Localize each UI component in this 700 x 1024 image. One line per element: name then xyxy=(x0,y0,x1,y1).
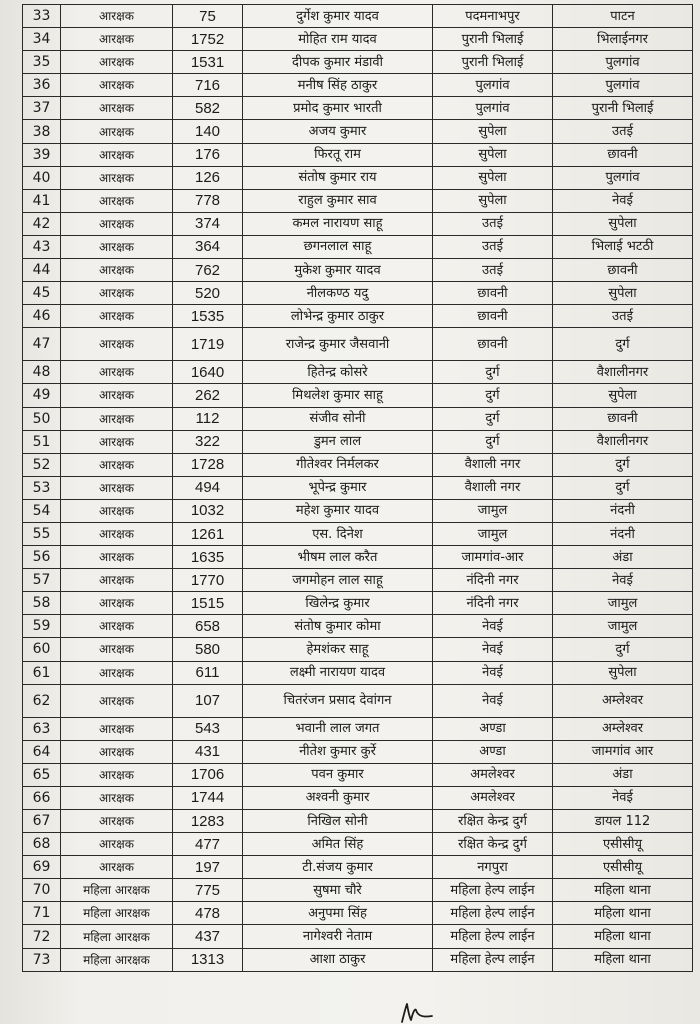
from-station-cell: नंदिनी नगर xyxy=(433,592,553,615)
serial-number-cell: 59 xyxy=(23,615,61,638)
badge-number-cell: 478 xyxy=(173,902,243,925)
rank-cell: आरक्षक xyxy=(61,546,173,569)
badge-number-cell: 1706 xyxy=(173,763,243,786)
from-station-cell: वैशाली नगर xyxy=(433,453,553,476)
from-station-cell: जामुल xyxy=(433,499,553,522)
from-station-cell: सुपेला xyxy=(433,120,553,143)
to-station-cell: जामगांव आर xyxy=(553,740,693,763)
to-station-cell: डायल 112 xyxy=(553,810,693,833)
to-station-cell: महिला थाना xyxy=(553,948,693,971)
name-cell: महेश कुमार यादव xyxy=(243,499,433,522)
badge-number-cell: 140 xyxy=(173,120,243,143)
rank-cell: आरक्षक xyxy=(61,661,173,684)
to-station-cell: नंदनी xyxy=(553,499,693,522)
badge-number-cell: 520 xyxy=(173,282,243,305)
serial-number-cell: 35 xyxy=(23,51,61,74)
to-station-cell: पुलगांव xyxy=(553,74,693,97)
table-row xyxy=(23,684,693,717)
table-row xyxy=(23,879,693,902)
rank-cell: आरक्षक xyxy=(61,833,173,856)
badge-number-cell: 262 xyxy=(173,384,243,407)
table-row xyxy=(23,259,693,282)
name-cell: दुर्गेश कुमार यादव xyxy=(243,5,433,28)
rank-cell: आरक्षक xyxy=(61,615,173,638)
serial-number-cell: 42 xyxy=(23,212,61,235)
name-cell: राहुल कुमार साव xyxy=(243,189,433,212)
serial-number-cell: 63 xyxy=(23,717,61,740)
table-row xyxy=(23,282,693,305)
name-cell: टी.संजय कुमार xyxy=(243,856,433,879)
to-station-cell: अंडा xyxy=(553,546,693,569)
to-station-cell: सुपेला xyxy=(553,282,693,305)
badge-number-cell: 437 xyxy=(173,925,243,948)
name-cell: मोहित राम यादव xyxy=(243,28,433,51)
name-cell: हितेन्द्र कोसरे xyxy=(243,361,433,384)
serial-number-cell: 43 xyxy=(23,235,61,258)
to-station-cell: नेवई xyxy=(553,786,693,809)
name-cell: दीपक कुमार मंडावी xyxy=(243,51,433,74)
name-cell: संजीव सोनी xyxy=(243,407,433,430)
table-row xyxy=(23,189,693,212)
table-row xyxy=(23,638,693,661)
serial-number-cell: 68 xyxy=(23,833,61,856)
to-station-cell: एसीसीयू xyxy=(553,833,693,856)
transfer-list-body xyxy=(23,5,693,972)
badge-number-cell: 1283 xyxy=(173,810,243,833)
from-station-cell: दुर्ग xyxy=(433,361,553,384)
to-station-cell: उतई xyxy=(553,120,693,143)
from-station-cell: पुलगांव xyxy=(433,97,553,120)
from-station-cell: छावनी xyxy=(433,328,553,361)
from-station-cell: नेवई xyxy=(433,684,553,717)
to-station-cell: वैशालीनगर xyxy=(553,430,693,453)
from-station-cell: दुर्ग xyxy=(433,384,553,407)
table-row xyxy=(23,810,693,833)
serial-number-cell: 56 xyxy=(23,546,61,569)
from-station-cell: जामगांव-आर xyxy=(433,546,553,569)
badge-number-cell: 543 xyxy=(173,717,243,740)
to-station-cell: सुपेला xyxy=(553,661,693,684)
rank-cell: आरक्षक xyxy=(61,638,173,661)
name-cell: पवन कुमार xyxy=(243,763,433,786)
to-station-cell: पुलगांव xyxy=(553,51,693,74)
badge-number-cell: 1531 xyxy=(173,51,243,74)
table-row xyxy=(23,143,693,166)
to-station-cell: महिला थाना xyxy=(553,879,693,902)
from-station-cell: नेवई xyxy=(433,615,553,638)
badge-number-cell: 716 xyxy=(173,74,243,97)
serial-number-cell: 36 xyxy=(23,74,61,97)
to-station-cell: अम्लेश्वर xyxy=(553,717,693,740)
to-station-cell: सुपेला xyxy=(553,212,693,235)
table-row xyxy=(23,212,693,235)
from-station-cell: उतई xyxy=(433,259,553,282)
to-station-cell: दुर्ग xyxy=(553,453,693,476)
rank-cell: आरक्षक xyxy=(61,143,173,166)
serial-number-cell: 62 xyxy=(23,684,61,717)
name-cell: संतोष कुमार राय xyxy=(243,166,433,189)
serial-number-cell: 61 xyxy=(23,661,61,684)
rank-cell: आरक्षक xyxy=(61,97,173,120)
rank-cell: आरक्षक xyxy=(61,384,173,407)
serial-number-cell: 41 xyxy=(23,189,61,212)
badge-number-cell: 176 xyxy=(173,143,243,166)
from-station-cell: महिला हेल्प लाईन xyxy=(433,925,553,948)
name-cell: छगनलाल साहू xyxy=(243,235,433,258)
table-row xyxy=(23,902,693,925)
to-station-cell: छावनी xyxy=(553,143,693,166)
name-cell: हेमशंकर साहू xyxy=(243,638,433,661)
badge-number-cell: 431 xyxy=(173,740,243,763)
rank-cell: आरक्षक xyxy=(61,684,173,717)
rank-cell: आरक्षक xyxy=(61,305,173,328)
to-station-cell: जामुल xyxy=(553,592,693,615)
from-station-cell: सुपेला xyxy=(433,189,553,212)
from-station-cell: अण्डा xyxy=(433,717,553,740)
name-cell: प्रमोद कुमार भारती xyxy=(243,97,433,120)
serial-number-cell: 58 xyxy=(23,592,61,615)
serial-number-cell: 64 xyxy=(23,740,61,763)
table-row xyxy=(23,407,693,430)
serial-number-cell: 69 xyxy=(23,856,61,879)
table-row xyxy=(23,499,693,522)
to-station-cell: पुरानी भिलाई xyxy=(553,97,693,120)
from-station-cell: रक्षित केन्द्र दुर्ग xyxy=(433,833,553,856)
to-station-cell: छावनी xyxy=(553,407,693,430)
rank-cell: आरक्षक xyxy=(61,717,173,740)
table-row xyxy=(23,546,693,569)
name-cell: मिथलेश कुमार साहू xyxy=(243,384,433,407)
badge-number-cell: 775 xyxy=(173,879,243,902)
table-row xyxy=(23,717,693,740)
name-cell: जगमोहन लाल साहू xyxy=(243,569,433,592)
rank-cell: आरक्षक xyxy=(61,328,173,361)
badge-number-cell: 582 xyxy=(173,97,243,120)
table-row xyxy=(23,120,693,143)
from-station-cell: छावनी xyxy=(433,282,553,305)
badge-number-cell: 611 xyxy=(173,661,243,684)
serial-number-cell: 53 xyxy=(23,476,61,499)
serial-number-cell: 47 xyxy=(23,328,61,361)
name-cell: कमल नारायण साहू xyxy=(243,212,433,235)
rank-cell: आरक्षक xyxy=(61,522,173,545)
table-row xyxy=(23,235,693,258)
name-cell: गीतेश्वर निर्मलकर xyxy=(243,453,433,476)
badge-number-cell: 374 xyxy=(173,212,243,235)
rank-cell: आरक्षक xyxy=(61,407,173,430)
from-station-cell: वैशाली नगर xyxy=(433,476,553,499)
table-row xyxy=(23,361,693,384)
badge-number-cell: 494 xyxy=(173,476,243,499)
table-row xyxy=(23,948,693,971)
from-station-cell: नंदिनी नगर xyxy=(433,569,553,592)
table-row xyxy=(23,661,693,684)
name-cell: राजेन्द्र कुमार जैसवानी xyxy=(243,328,433,361)
serial-number-cell: 66 xyxy=(23,786,61,809)
from-station-cell: अमलेश्वर xyxy=(433,786,553,809)
from-station-cell: दुर्ग xyxy=(433,430,553,453)
name-cell: डुमन लाल xyxy=(243,430,433,453)
rank-cell: आरक्षक xyxy=(61,166,173,189)
rank-cell: आरक्षक xyxy=(61,740,173,763)
table-row xyxy=(23,328,693,361)
name-cell: सुषमा चौरे xyxy=(243,879,433,902)
badge-number-cell: 1719 xyxy=(173,328,243,361)
table-row xyxy=(23,5,693,28)
rank-cell: महिला आरक्षक xyxy=(61,948,173,971)
from-station-cell: छावनी xyxy=(433,305,553,328)
rank-cell: महिला आरक्षक xyxy=(61,879,173,902)
rank-cell: आरक्षक xyxy=(61,786,173,809)
badge-number-cell: 1313 xyxy=(173,948,243,971)
badge-number-cell: 1640 xyxy=(173,361,243,384)
table-row xyxy=(23,476,693,499)
name-cell: अजय कुमार xyxy=(243,120,433,143)
serial-number-cell: 38 xyxy=(23,120,61,143)
table-row xyxy=(23,384,693,407)
badge-number-cell: 1728 xyxy=(173,453,243,476)
to-station-cell: दुर्ग xyxy=(553,638,693,661)
to-station-cell: नेवई xyxy=(553,569,693,592)
serial-number-cell: 37 xyxy=(23,97,61,120)
serial-number-cell: 55 xyxy=(23,522,61,545)
table-row xyxy=(23,51,693,74)
from-station-cell: नेवई xyxy=(433,661,553,684)
serial-number-cell: 48 xyxy=(23,361,61,384)
badge-number-cell: 1032 xyxy=(173,499,243,522)
table-row xyxy=(23,569,693,592)
to-station-cell: भिलाई भटठी xyxy=(553,235,693,258)
badge-number-cell: 112 xyxy=(173,407,243,430)
name-cell: संतोष कुमार कोमा xyxy=(243,615,433,638)
badge-number-cell: 477 xyxy=(173,833,243,856)
from-station-cell: नेवई xyxy=(433,638,553,661)
name-cell: भीषम लाल करैत xyxy=(243,546,433,569)
table-row xyxy=(23,430,693,453)
rank-cell: महिला आरक्षक xyxy=(61,902,173,925)
rank-cell: आरक्षक xyxy=(61,120,173,143)
from-station-cell: अण्डा xyxy=(433,740,553,763)
to-station-cell: उतई xyxy=(553,305,693,328)
badge-number-cell: 75 xyxy=(173,5,243,28)
to-station-cell: भिलाईनगर xyxy=(553,28,693,51)
to-station-cell: महिला थाना xyxy=(553,925,693,948)
serial-number-cell: 51 xyxy=(23,430,61,453)
serial-number-cell: 45 xyxy=(23,282,61,305)
badge-number-cell: 1752 xyxy=(173,28,243,51)
rank-cell: आरक्षक xyxy=(61,74,173,97)
from-station-cell: सुपेला xyxy=(433,166,553,189)
from-station-cell: उतई xyxy=(433,212,553,235)
badge-number-cell: 580 xyxy=(173,638,243,661)
name-cell: निखिल सोनी xyxy=(243,810,433,833)
name-cell: मनीष सिंह ठाकुर xyxy=(243,74,433,97)
to-station-cell: महिला थाना xyxy=(553,902,693,925)
badge-number-cell: 658 xyxy=(173,615,243,638)
rank-cell: आरक्षक xyxy=(61,5,173,28)
name-cell: नीतेश कुमार कुर्रे xyxy=(243,740,433,763)
rank-cell: आरक्षक xyxy=(61,235,173,258)
name-cell: एस. दिनेश xyxy=(243,522,433,545)
from-station-cell: सुपेला xyxy=(433,143,553,166)
serial-number-cell: 65 xyxy=(23,763,61,786)
name-cell: अनुपमा सिंह xyxy=(243,902,433,925)
rank-cell: आरक्षक xyxy=(61,28,173,51)
badge-number-cell: 364 xyxy=(173,235,243,258)
serial-number-cell: 60 xyxy=(23,638,61,661)
table-row xyxy=(23,786,693,809)
table-row xyxy=(23,97,693,120)
table-row xyxy=(23,74,693,97)
table-row xyxy=(23,453,693,476)
rank-cell: आरक्षक xyxy=(61,499,173,522)
from-station-cell: जामुल xyxy=(433,522,553,545)
serial-number-cell: 33 xyxy=(23,5,61,28)
rank-cell: महिला आरक्षक xyxy=(61,925,173,948)
table-row xyxy=(23,28,693,51)
table-row xyxy=(23,592,693,615)
name-cell: भूपेन्द्र कुमार xyxy=(243,476,433,499)
table-row xyxy=(23,522,693,545)
badge-number-cell: 1535 xyxy=(173,305,243,328)
badge-number-cell: 1770 xyxy=(173,569,243,592)
from-station-cell: दुर्ग xyxy=(433,407,553,430)
badge-number-cell: 1744 xyxy=(173,786,243,809)
serial-number-cell: 50 xyxy=(23,407,61,430)
serial-number-cell: 70 xyxy=(23,879,61,902)
from-station-cell: पुरानी भिलाई xyxy=(433,51,553,74)
rank-cell: आरक्षक xyxy=(61,212,173,235)
serial-number-cell: 34 xyxy=(23,28,61,51)
serial-number-cell: 57 xyxy=(23,569,61,592)
table-row xyxy=(23,833,693,856)
table-row xyxy=(23,925,693,948)
serial-number-cell: 49 xyxy=(23,384,61,407)
rank-cell: आरक्षक xyxy=(61,763,173,786)
name-cell: खिलेन्द्र कुमार xyxy=(243,592,433,615)
serial-number-cell: 54 xyxy=(23,499,61,522)
rank-cell: आरक्षक xyxy=(61,259,173,282)
signature-mark xyxy=(398,1000,438,1024)
to-station-cell: पाटन xyxy=(553,5,693,28)
transfer-list-table xyxy=(22,4,693,972)
to-station-cell: अंडा xyxy=(553,763,693,786)
badge-number-cell: 1635 xyxy=(173,546,243,569)
rank-cell: आरक्षक xyxy=(61,592,173,615)
to-station-cell: पुलगांव xyxy=(553,166,693,189)
from-station-cell: पुलगांव xyxy=(433,74,553,97)
rank-cell: आरक्षक xyxy=(61,430,173,453)
table-row xyxy=(23,856,693,879)
name-cell: आशा ठाकुर xyxy=(243,948,433,971)
table-row xyxy=(23,763,693,786)
badge-number-cell: 778 xyxy=(173,189,243,212)
table-row xyxy=(23,615,693,638)
table-row xyxy=(23,740,693,763)
badge-number-cell: 1515 xyxy=(173,592,243,615)
badge-number-cell: 762 xyxy=(173,259,243,282)
to-station-cell: जामुल xyxy=(553,615,693,638)
rank-cell: आरक्षक xyxy=(61,569,173,592)
to-station-cell: एसीसीयू xyxy=(553,856,693,879)
rank-cell: आरक्षक xyxy=(61,453,173,476)
to-station-cell: वैशालीनगर xyxy=(553,361,693,384)
serial-number-cell: 67 xyxy=(23,810,61,833)
to-station-cell: छावनी xyxy=(553,259,693,282)
from-station-cell: उतई xyxy=(433,235,553,258)
rank-cell: आरक्षक xyxy=(61,361,173,384)
to-station-cell: नेवई xyxy=(553,189,693,212)
badge-number-cell: 1261 xyxy=(173,522,243,545)
from-station-cell: महिला हेल्प लाईन xyxy=(433,948,553,971)
serial-number-cell: 73 xyxy=(23,948,61,971)
name-cell: मुकेश कुमार यादव xyxy=(243,259,433,282)
name-cell: चितरंजन प्रसाद देवांगन xyxy=(243,684,433,717)
rank-cell: आरक्षक xyxy=(61,856,173,879)
from-station-cell: रक्षित केन्द्र दुर्ग xyxy=(433,810,553,833)
name-cell: फिरतू राम xyxy=(243,143,433,166)
name-cell: लोभेन्द्र कुमार ठाकुर xyxy=(243,305,433,328)
to-station-cell: दुर्ग xyxy=(553,328,693,361)
to-station-cell: नंदनी xyxy=(553,522,693,545)
name-cell: नीलकण्ठ यदु xyxy=(243,282,433,305)
serial-number-cell: 52 xyxy=(23,453,61,476)
to-station-cell: अम्लेश्वर xyxy=(553,684,693,717)
from-station-cell: पुरानी भिलाई xyxy=(433,28,553,51)
to-station-cell: दुर्ग xyxy=(553,476,693,499)
serial-number-cell: 72 xyxy=(23,925,61,948)
name-cell: नागेश्वरी नेताम xyxy=(243,925,433,948)
serial-number-cell: 71 xyxy=(23,902,61,925)
from-station-cell: नगपुरा xyxy=(433,856,553,879)
serial-number-cell: 40 xyxy=(23,166,61,189)
name-cell: लक्ष्मी नारायण यादव xyxy=(243,661,433,684)
name-cell: भवानी लाल जगत xyxy=(243,717,433,740)
badge-number-cell: 126 xyxy=(173,166,243,189)
serial-number-cell: 46 xyxy=(23,305,61,328)
to-station-cell: सुपेला xyxy=(553,384,693,407)
rank-cell: आरक्षक xyxy=(61,282,173,305)
rank-cell: आरक्षक xyxy=(61,476,173,499)
from-station-cell: महिला हेल्प लाईन xyxy=(433,902,553,925)
from-station-cell: अमलेश्वर xyxy=(433,763,553,786)
serial-number-cell: 39 xyxy=(23,143,61,166)
table-row xyxy=(23,305,693,328)
from-station-cell: पदमनाभपुर xyxy=(433,5,553,28)
badge-number-cell: 197 xyxy=(173,856,243,879)
table-row xyxy=(23,166,693,189)
rank-cell: आरक्षक xyxy=(61,51,173,74)
badge-number-cell: 322 xyxy=(173,430,243,453)
name-cell: अश्वनी कुमार xyxy=(243,786,433,809)
from-station-cell: महिला हेल्प लाईन xyxy=(433,879,553,902)
badge-number-cell: 107 xyxy=(173,684,243,717)
rank-cell: आरक्षक xyxy=(61,189,173,212)
name-cell: अमित सिंह xyxy=(243,833,433,856)
rank-cell: आरक्षक xyxy=(61,810,173,833)
serial-number-cell: 44 xyxy=(23,259,61,282)
